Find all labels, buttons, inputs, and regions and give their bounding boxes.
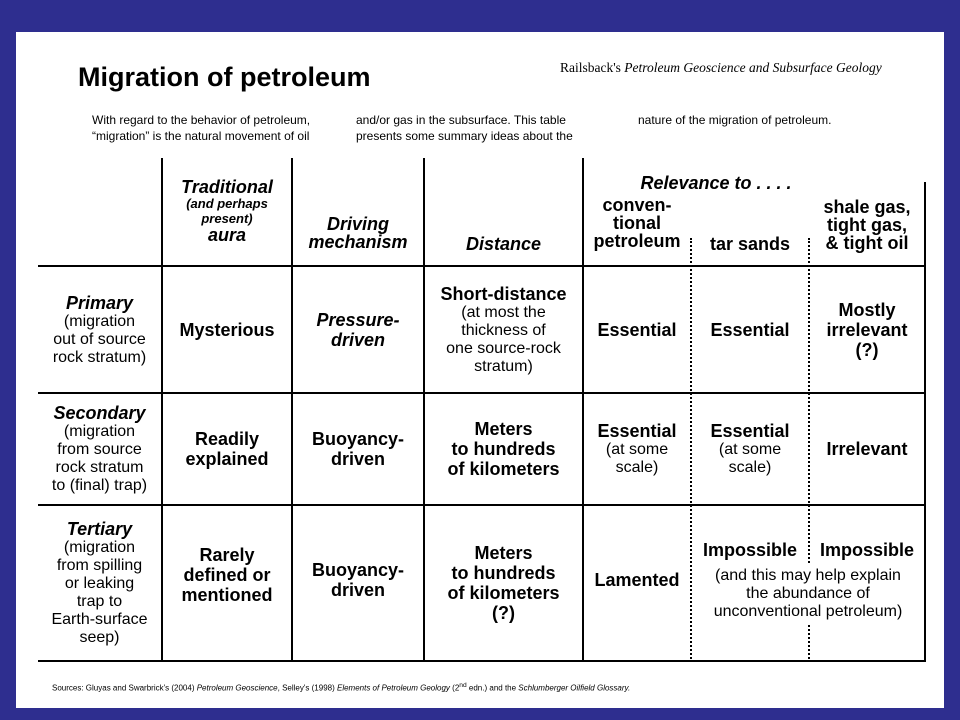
header-distance: Distance xyxy=(465,234,542,254)
sources-footnote: Sources: Gluyas and Swarbrick's (2004) Petroleum Geoscience, Selley's (1998) Elements of Petroleum Geology (2nd edn.) and the Schlumberger Oilfield Glossary. xyxy=(52,682,631,693)
cell-primary-tar-sands: Essential xyxy=(710,319,790,340)
cell-tertiary-aura: Rarely defined or mentioned xyxy=(181,545,273,605)
row-label-primary: Primary (migration out of source rock stratum) xyxy=(52,292,147,366)
table-rule xyxy=(38,660,926,662)
header-driving-mechanism: Driving mechanism xyxy=(308,214,408,252)
header-conventional-petroleum: conven- tional petroleum xyxy=(593,195,681,251)
cell-secondary-distance: Meters to hundreds of kilometers xyxy=(447,419,560,479)
header-shale-gas: shale gas, tight gas, & tight oil xyxy=(823,197,911,253)
intro-col-2: and/or gas in the subsurface. This table presents some summary ideas about the xyxy=(356,113,573,143)
cell-secondary-shale: Irrelevant xyxy=(826,439,908,459)
slide-page xyxy=(16,32,944,708)
cell-secondary-tar-sands: Essential (at some scale) xyxy=(710,421,790,476)
cell-tertiary-shale: Impossible xyxy=(819,540,915,560)
cell-tertiary-driving: Buoyancy- driven xyxy=(311,560,405,600)
cell-tertiary-note: (and this may help explain the abundance of unconventional petroleum) xyxy=(692,564,924,624)
page-title: Migration of petroleum xyxy=(78,62,371,92)
cell-tertiary-tar-sands: Impossible xyxy=(702,540,798,560)
cell-secondary-conventional: Essential (at some scale) xyxy=(597,421,677,476)
cell-primary-shale: Mostly irrelevant (?) xyxy=(826,299,908,360)
intro-col-3: nature of the migration of petroleum. xyxy=(638,113,832,127)
row-label-tertiary: Tertiary (migration from spilling or leaking trap to Earth-surface seep) xyxy=(51,519,148,646)
cell-tertiary-distance: Meters to hundreds of kilometers (?) xyxy=(447,543,560,623)
cell-secondary-aura: Readily explained xyxy=(185,429,269,469)
cell-primary-conventional: Essential xyxy=(597,319,677,340)
header-relevance: Relevance to . . . . xyxy=(640,173,792,193)
header-traditional-aura: Traditional (and perhaps present) aura xyxy=(181,177,273,245)
header-tar-sands: tar sands xyxy=(709,234,791,254)
table-divider xyxy=(924,182,926,662)
attribution: Railsback's Petroleum Geoscience and Subsurface Geology xyxy=(560,60,882,75)
intro-col-1: With regard to the behavior of petroleum, “migration” is the natural movement of oil xyxy=(92,113,311,143)
cell-secondary-driving: Buoyancy- driven xyxy=(311,429,405,469)
cell-primary-distance: Short-distance (at most the thickness of one source-rock stratum) xyxy=(440,283,567,375)
cell-primary-driving: Pressure- driven xyxy=(316,309,400,350)
cell-primary-aura: Mysterious xyxy=(179,319,275,340)
row-label-secondary: Secondary (migration from source rock stratum to (final) trap) xyxy=(51,403,148,494)
cell-tertiary-conventional: Lamented xyxy=(594,570,680,590)
